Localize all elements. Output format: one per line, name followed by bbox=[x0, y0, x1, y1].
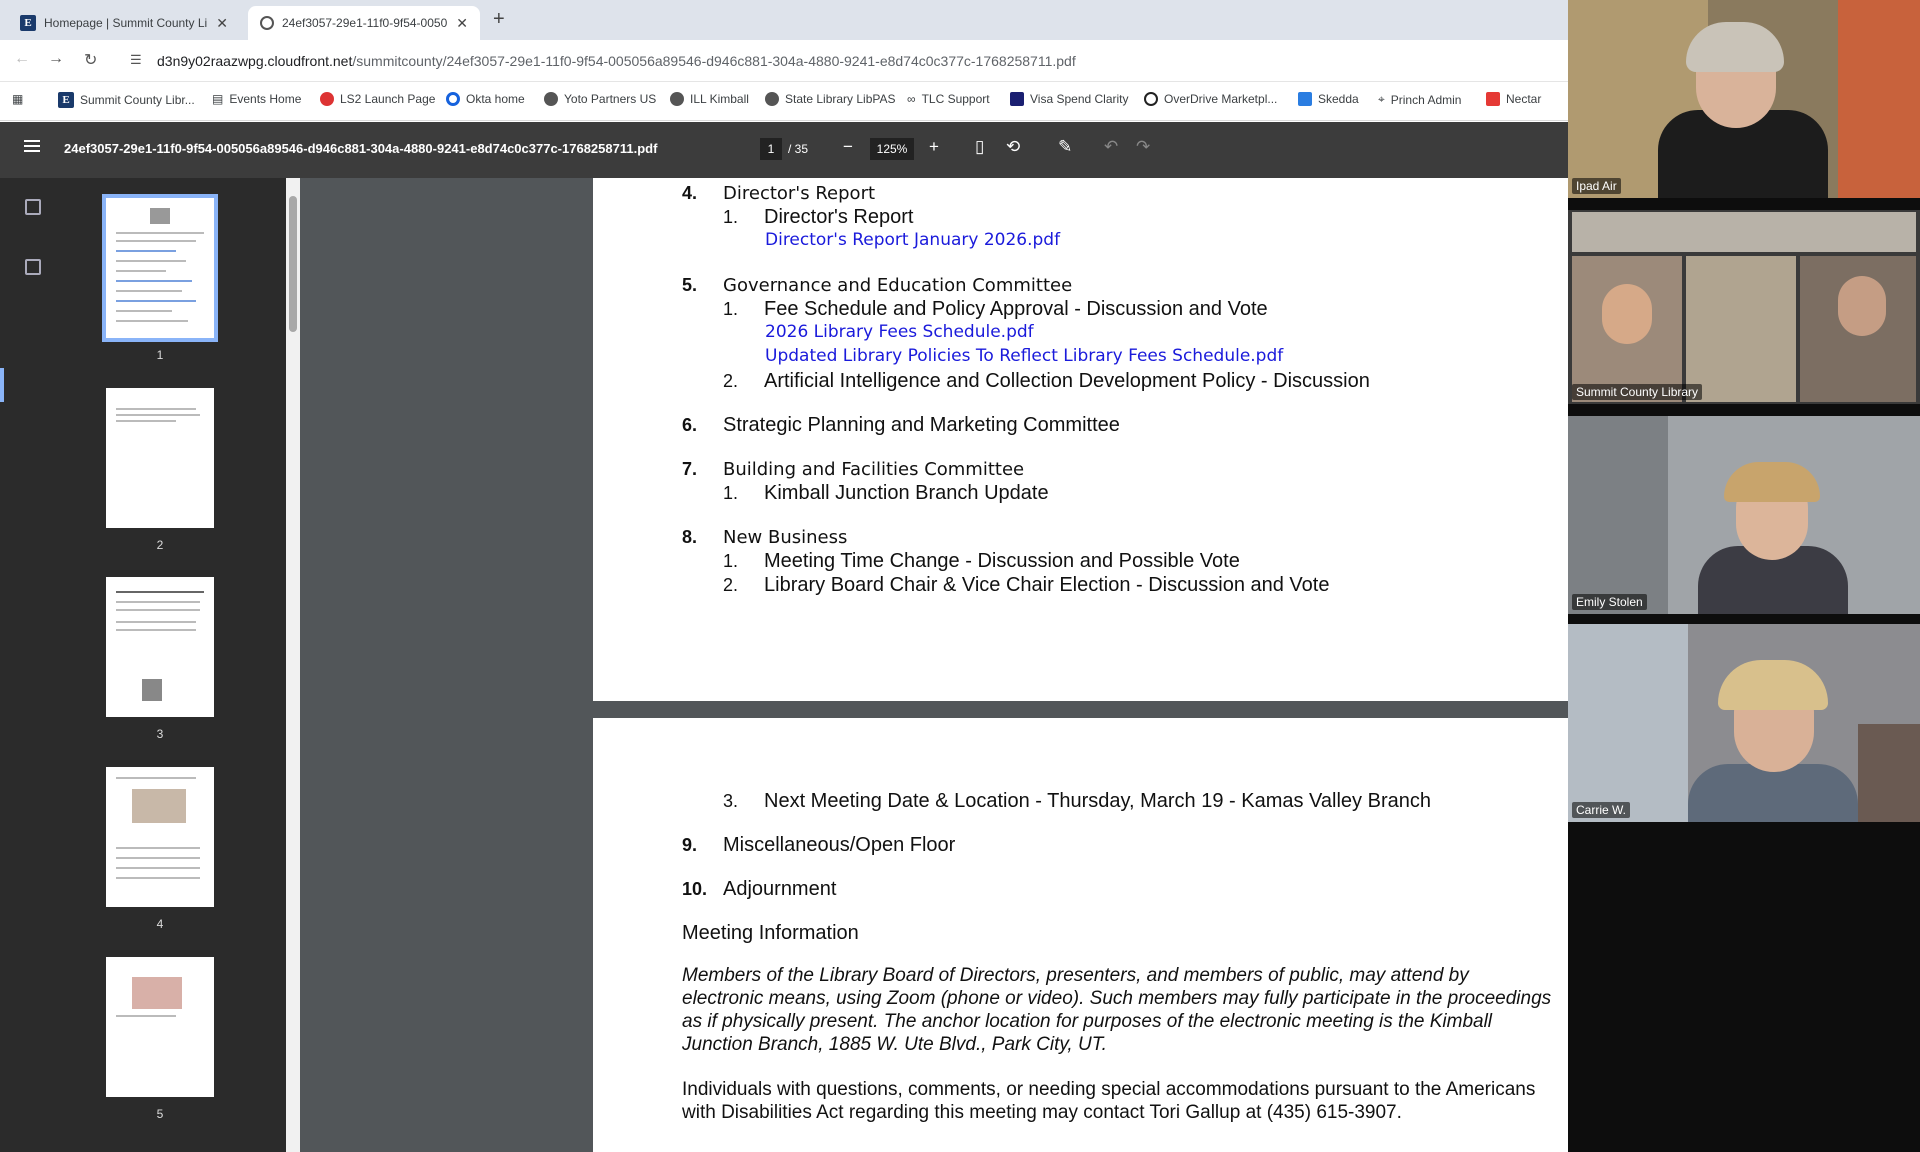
bookmark-label: LS2 Launch Page bbox=[340, 92, 436, 106]
bookmark-yoto[interactable] bbox=[544, 92, 656, 106]
page-thumbnail[interactable] bbox=[106, 577, 214, 741]
bookmark-label: Events Home bbox=[229, 92, 302, 106]
thumb-text bbox=[116, 240, 196, 242]
thumb-text bbox=[116, 601, 200, 603]
meeting-info-paragraph: Members of the Library Board of Directors, presenters, and members of public, may attend by electronic means, using Zoom (phone or video). Such members may fully participate in the proceedings as if physically present. The anchor location for purposes of the electronic meeting is the Kimball Junction Branch, 1885 W. Ute Blvd., Park City, UT. bbox=[682, 965, 1552, 1055]
section-title: New Business bbox=[723, 527, 848, 548]
visa-icon bbox=[1010, 92, 1024, 106]
section-title: Strategic Planning and Marketing Committee bbox=[723, 414, 1120, 436]
thumb-text bbox=[116, 877, 200, 879]
bookmark-skedda[interactable] bbox=[1298, 92, 1359, 106]
bookmark-ill[interactable] bbox=[670, 92, 749, 106]
thumb-photo bbox=[142, 679, 162, 701]
page-thumbnail[interactable] bbox=[106, 198, 214, 362]
agenda-item: Library Board Chair & Vice Chair Election - Discussion and Vote bbox=[764, 574, 1330, 596]
bookmark-ls2[interactable] bbox=[320, 92, 435, 106]
agenda-item: Fee Schedule and Policy Approval - Discussion and Vote bbox=[764, 298, 1268, 320]
zoom-out-icon[interactable]: − bbox=[843, 137, 853, 156]
bookmark-label: TLC Support bbox=[921, 92, 990, 106]
bookmark-label: Skedda bbox=[1318, 92, 1359, 106]
thumb-logo bbox=[150, 208, 170, 224]
person-hair bbox=[1686, 22, 1784, 72]
tab-title: 24ef3057-29e1-11f0-9f54-0050 bbox=[282, 16, 448, 30]
bookmark-princh[interactable] bbox=[1378, 92, 1461, 107]
globe-icon bbox=[670, 92, 684, 106]
bookmark-events[interactable] bbox=[212, 92, 301, 106]
bookmark-label: Summit County Libr... bbox=[80, 93, 195, 107]
person-silhouette bbox=[1688, 764, 1858, 822]
thumb-text bbox=[116, 290, 182, 292]
undo-icon[interactable]: ↶ bbox=[1104, 137, 1119, 156]
item-number: 1. bbox=[723, 299, 739, 319]
bookmark-label: Nectar bbox=[1506, 92, 1542, 106]
agenda-item: Meeting Time Change - Discussion and Possible Vote bbox=[764, 550, 1240, 572]
section-title: Miscellaneous/Open Floor bbox=[723, 834, 956, 856]
fit-page-icon[interactable]: ▯ bbox=[975, 137, 985, 156]
thumb-text bbox=[116, 300, 196, 302]
pdf-file-title: 24ef3057-29e1-11f0-9f54-005056a89546-d946c881-304a-4880-9241-e8d74c0c377c-1768258711.pdf bbox=[64, 141, 658, 156]
tab-strip bbox=[0, 0, 1568, 40]
bookmark-label: ILL Kimball bbox=[690, 92, 749, 106]
attachment-link[interactable]: Director's Report January 2026.pdf bbox=[765, 230, 1061, 250]
thumb-text bbox=[116, 232, 204, 234]
thumb-text bbox=[116, 857, 200, 859]
page-thumbnail[interactable] bbox=[106, 388, 214, 552]
tab-title: Homepage | Summit County Li bbox=[44, 16, 208, 30]
thumb-text bbox=[116, 310, 172, 312]
agenda-item: Artificial Intelligence and Collection Development Policy - Discussion bbox=[764, 370, 1370, 392]
ls2-icon bbox=[320, 92, 334, 106]
link-icon: ∞ bbox=[907, 92, 916, 106]
thumbnail-image bbox=[106, 957, 214, 1097]
calendar-icon: ▤ bbox=[212, 92, 224, 106]
bookmark-summit[interactable] bbox=[58, 92, 195, 108]
attachment-link[interactable]: 2026 Library Fees Schedule.pdf bbox=[765, 322, 1034, 342]
bookmark-label: OverDrive Marketpl... bbox=[1164, 92, 1278, 106]
thumb-text bbox=[116, 260, 186, 262]
globe-icon bbox=[544, 92, 558, 106]
bookmark-label: Princh Admin bbox=[1390, 92, 1462, 107]
video-tile-summit-library[interactable] bbox=[1568, 210, 1920, 404]
outline-view-icon[interactable] bbox=[25, 259, 41, 275]
bookmark-libpas[interactable] bbox=[765, 92, 896, 106]
thumb-text bbox=[116, 414, 200, 416]
agenda-item: Director's Report bbox=[764, 206, 914, 228]
bookmark-label: State Library LibPAS bbox=[785, 92, 896, 106]
section-number: 10. bbox=[682, 879, 708, 899]
agenda-item: Next Meeting Date & Location - Thursday, March 19 - Kamas Valley Branch bbox=[764, 790, 1431, 812]
attachment-link[interactable]: Updated Library Policies To Reflect Library Fees Schedule.pdf bbox=[765, 346, 1284, 366]
page-thumbnail[interactable] bbox=[106, 957, 214, 1121]
meeting-info-heading: Meeting Information bbox=[682, 922, 859, 944]
bookmark-okta[interactable] bbox=[446, 92, 525, 106]
site-favicon-icon: E bbox=[20, 15, 36, 31]
thumbnail-image bbox=[106, 767, 214, 907]
site-favicon-icon: E bbox=[58, 92, 74, 108]
section-title: Adjournment bbox=[723, 878, 837, 900]
thumb-photo bbox=[132, 977, 182, 1009]
bookmark-label: Yoto Partners US bbox=[564, 92, 657, 106]
back-icon[interactable]: ← bbox=[14, 50, 30, 67]
thumbnail-image bbox=[106, 388, 214, 528]
person-hair bbox=[1718, 660, 1828, 710]
okta-icon bbox=[446, 92, 460, 106]
sidebar-scrollbar-thumb[interactable] bbox=[289, 196, 297, 332]
video-call-panel bbox=[1568, 0, 1920, 1152]
thumb-text bbox=[116, 591, 204, 593]
thumbnails-view-icon[interactable] bbox=[25, 199, 41, 215]
ada-paragraph: Individuals with questions, comments, or needing special accommodations pursuant to the Americans with Disabilities Act regarding this meeting may contact Tori Gallup at (435) 615-3907. bbox=[682, 1079, 1536, 1123]
participant-name: Ipad Air bbox=[1572, 178, 1621, 194]
thumb-text bbox=[116, 1015, 176, 1017]
thumb-photo bbox=[132, 789, 186, 823]
bookmark-label: Okta home bbox=[466, 92, 525, 106]
bookmark-tlc[interactable] bbox=[907, 92, 990, 106]
thumbnail-number: 1 bbox=[156, 348, 164, 362]
overdrive-icon bbox=[1144, 92, 1158, 106]
bookmark-nectar[interactable] bbox=[1486, 92, 1541, 106]
room-overview bbox=[1572, 212, 1916, 252]
item-number: 3. bbox=[723, 791, 739, 811]
thumbnail-number: 3 bbox=[156, 727, 164, 741]
tab-pdf[interactable] bbox=[248, 6, 480, 40]
section-number: 7. bbox=[682, 459, 698, 479]
item-number: 1. bbox=[723, 207, 739, 227]
bookmark-overdrive[interactable] bbox=[1144, 92, 1277, 106]
rotate-icon[interactable]: ⟲ bbox=[1006, 137, 1021, 156]
item-number: 1. bbox=[723, 483, 739, 503]
section-number: 8. bbox=[682, 527, 698, 547]
bookmark-label: Visa Spend Clarity bbox=[1030, 92, 1129, 106]
participant-name: Summit County Library bbox=[1572, 384, 1702, 400]
agenda-item: Kimball Junction Branch Update bbox=[764, 482, 1049, 504]
zoom-in-icon[interactable]: + bbox=[929, 137, 939, 156]
video-tile-ipad-air[interactable] bbox=[1568, 0, 1920, 198]
section-title: Governance and Education Committee bbox=[723, 275, 1073, 296]
thumb-text bbox=[116, 270, 166, 272]
thumb-text bbox=[116, 408, 196, 410]
item-number: 1. bbox=[723, 551, 739, 571]
globe-icon bbox=[765, 92, 779, 106]
thumb-text bbox=[116, 777, 196, 779]
site-settings-icon[interactable]: ☰ bbox=[130, 52, 142, 67]
thumb-text bbox=[116, 420, 176, 422]
new-tab-icon[interactable]: + bbox=[493, 8, 505, 30]
close-tab-icon[interactable]: ✕ bbox=[456, 14, 468, 31]
section-number: 5. bbox=[682, 275, 698, 295]
globe-icon bbox=[260, 16, 274, 30]
thumb-text bbox=[116, 867, 200, 869]
pdf-page-2 bbox=[593, 718, 1612, 1152]
thumbnail-number: 5 bbox=[156, 1107, 164, 1121]
shelf-background bbox=[1858, 724, 1920, 822]
participant-name: Carrie W. bbox=[1572, 802, 1630, 818]
zoom-level-input[interactable]: 125% bbox=[870, 138, 914, 160]
thumb-text bbox=[116, 621, 196, 623]
url-path: /summitcounty/24ef3057-29e1-11f0-9f54-005056a89546-d946c881-304a-4880-9241-e8d74c0c377c-1768258711.pdf bbox=[352, 53, 1076, 69]
person-face bbox=[1838, 276, 1886, 336]
menu-icon[interactable] bbox=[24, 140, 40, 152]
pdf-toolbar bbox=[0, 122, 1568, 178]
nectar-icon bbox=[1486, 92, 1500, 106]
item-number: 2. bbox=[723, 575, 739, 595]
thumb-text bbox=[116, 320, 188, 322]
reload-icon[interactable]: ↻ bbox=[84, 52, 98, 69]
page-thumbnail[interactable] bbox=[106, 767, 214, 931]
thumb-text bbox=[116, 250, 176, 252]
redo-icon[interactable]: ↷ bbox=[1136, 137, 1151, 156]
thumb-text bbox=[116, 280, 192, 282]
participant-name: Emily Stolen bbox=[1572, 594, 1647, 610]
sidebar-active-indicator bbox=[0, 368, 4, 402]
person-hair bbox=[1724, 462, 1820, 502]
bookmark-visa[interactable] bbox=[1010, 92, 1129, 106]
page-total: / 35 bbox=[788, 142, 809, 156]
location-pin-icon: ⌖ bbox=[1378, 92, 1385, 106]
section-number: 6. bbox=[682, 415, 698, 435]
close-tab-icon[interactable]: ✕ bbox=[216, 14, 228, 31]
pdf-page-1 bbox=[593, 178, 1612, 701]
thumbnail-sidebar bbox=[0, 178, 286, 1152]
section-number: 9. bbox=[682, 835, 698, 855]
video-background bbox=[1838, 0, 1920, 198]
thumbnail-image bbox=[106, 198, 214, 338]
thumb-text bbox=[116, 847, 200, 849]
room-panel bbox=[1686, 256, 1796, 402]
video-tile-carrie-w[interactable] bbox=[1568, 624, 1920, 822]
url-host: d3n9y02raazwpg.cloudfront.net bbox=[157, 53, 353, 69]
quilt-background bbox=[1568, 624, 1688, 822]
section-title: Building and Facilities Committee bbox=[723, 459, 1025, 480]
section-number: 4. bbox=[682, 183, 698, 203]
bookmarks-bar bbox=[0, 83, 1568, 121]
annotate-icon[interactable]: ✎ bbox=[1058, 137, 1073, 156]
video-background bbox=[1568, 416, 1668, 614]
item-number: 2. bbox=[723, 371, 739, 391]
page-number-input[interactable]: 1 bbox=[760, 138, 782, 160]
apps-grid-icon[interactable]: ▦ bbox=[12, 92, 24, 106]
thumbnail-number: 2 bbox=[156, 538, 164, 552]
thumbnail-number: 4 bbox=[156, 917, 164, 931]
person-face bbox=[1602, 284, 1652, 344]
tab-homepage[interactable] bbox=[8, 6, 240, 40]
skedda-icon bbox=[1298, 92, 1312, 106]
thumb-text bbox=[116, 629, 196, 631]
forward-icon[interactable]: → bbox=[48, 50, 64, 67]
thumbnail-image bbox=[106, 577, 214, 717]
url-field[interactable] bbox=[157, 53, 1076, 69]
video-tile-emily-stolen[interactable] bbox=[1568, 416, 1920, 614]
thumb-text bbox=[116, 609, 200, 611]
section-title: Director's Report bbox=[723, 183, 876, 204]
